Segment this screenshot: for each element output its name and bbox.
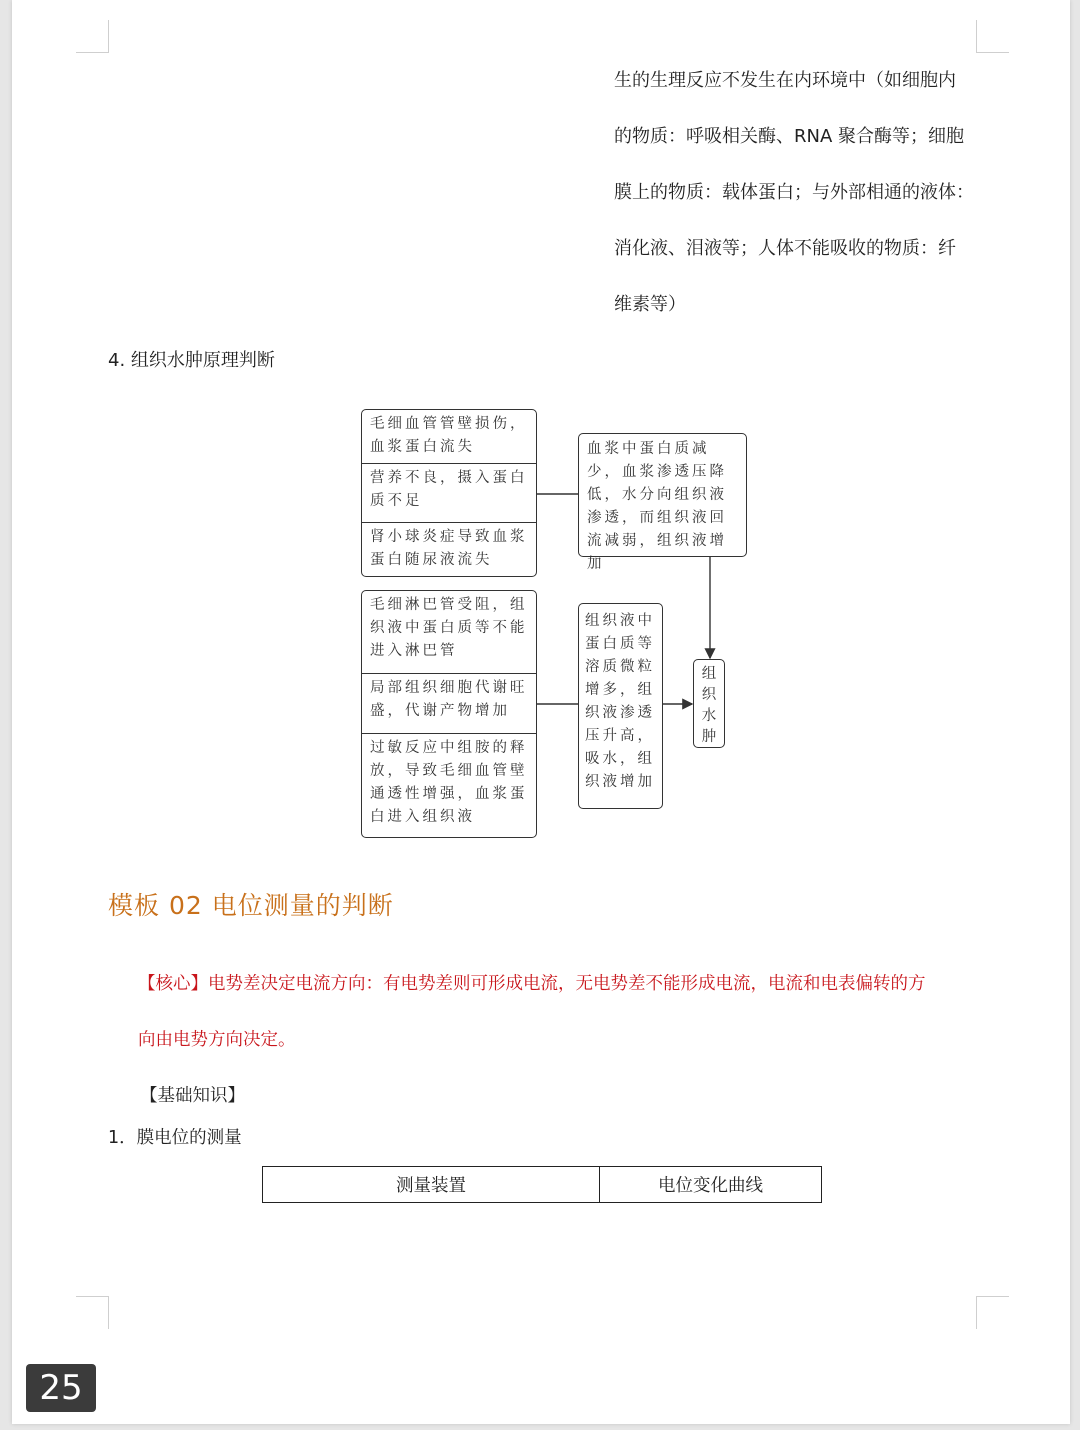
template-title: 模板 02 电位测量的判断 xyxy=(108,891,394,920)
intro-line: 维素等） xyxy=(614,294,686,315)
cause-item: 毛细血管管壁损伤，血浆蛋白流失 xyxy=(370,416,528,455)
cause-group-2 xyxy=(361,590,537,838)
basic-knowledge-heading: 【基础知识】 xyxy=(140,1086,245,1106)
subsection-heading: 1．膜电位的测量 xyxy=(108,1128,242,1148)
core-line: 【核心】电势差决定电流方向：有电势差则可形成电流，无电势差不能形成电流，电流和电表偏转的方 xyxy=(138,974,926,994)
page-number-badge: 25 xyxy=(26,1364,96,1412)
cause-item: 局部组织细胞代谢旺盛，代谢产物增加 xyxy=(362,673,536,733)
intro-line: 膜上的物质：载体蛋白；与外部相通的液体： xyxy=(614,182,974,203)
cause-item: 毛细淋巴管受阻，组织液中蛋白质等不能进入淋巴管 xyxy=(370,597,528,659)
cause-item: 肾小球炎症导致血浆蛋白随尿液流失 xyxy=(362,522,536,578)
table-header-cell: 电位变化曲线 xyxy=(600,1167,822,1203)
table-row xyxy=(263,1167,822,1203)
section-heading: 4. 组织水肿原理判断 xyxy=(108,350,275,371)
core-paragraph xyxy=(138,966,988,1078)
core-line: 向由电势方向决定。 xyxy=(138,1030,296,1050)
result-box-2: 组织液中蛋白质等溶质微粒增多，组织液渗透压升高，吸水，组织液增加 xyxy=(578,603,663,809)
measurement-table xyxy=(262,1166,822,1203)
intro-line: 的物质：呼吸相关酶、RNA 聚合酶等；细胞 xyxy=(614,126,965,147)
table-header-cell: 测量装置 xyxy=(263,1167,600,1203)
cause-item: 营养不良，摄入蛋白质不足 xyxy=(362,463,536,522)
intro-line: 消化液、泪液等；人体不能吸收的物质：纤 xyxy=(614,238,956,259)
final-box-tissue-edema: 组织水肿 xyxy=(693,659,725,748)
cause-item: 过敏反应中组胺的释放，导致毛细血管壁通透性增强，血浆蛋白进入组织液 xyxy=(362,733,536,839)
intro-line: 生的生理反应不发生在内环境中（如细胞内 xyxy=(614,70,956,91)
cause-group-1 xyxy=(361,409,537,577)
result-box-1: 血浆中蛋白质减少，血浆渗透压降低，水分向组织液渗透，而组织液回流减弱，组织液增加 xyxy=(578,433,747,557)
